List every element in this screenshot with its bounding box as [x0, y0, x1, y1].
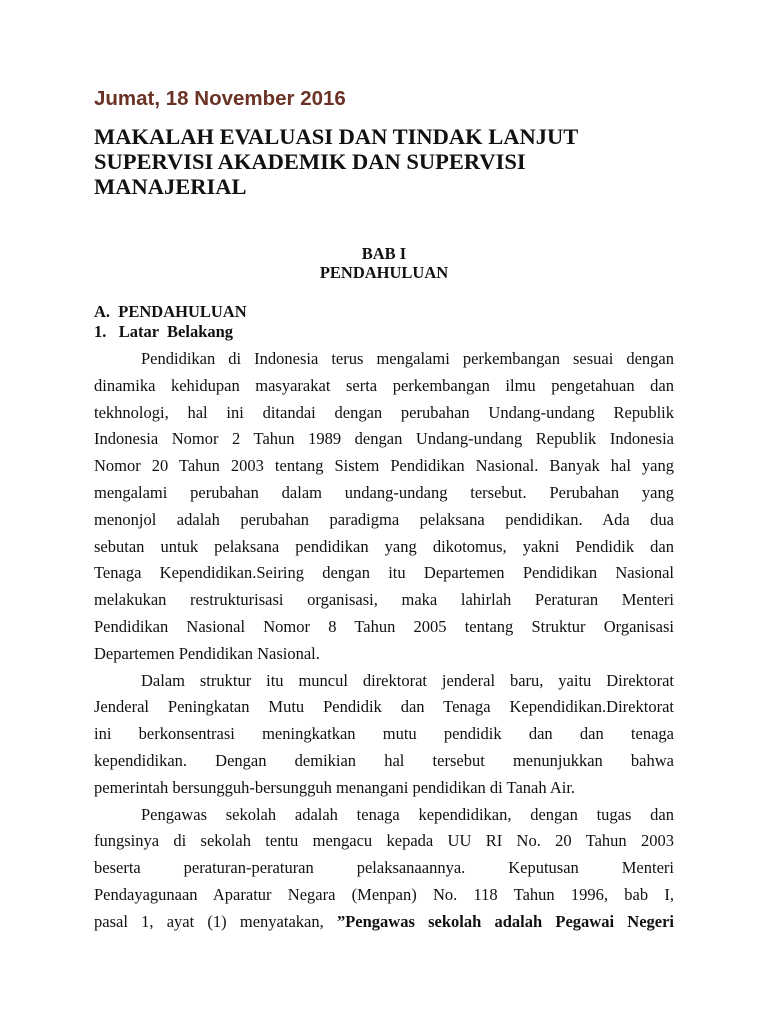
quote-start: ”Pengawas sekolah adalah Pegawai Negeri — [336, 911, 674, 931]
text-line: dinamika kehidupan masyarakat serta perkembangan ilmu pengetahuan dan — [94, 375, 674, 395]
text-line: Jenderal Peningkatan Mutu Pendidik dan Tenaga Kependidikan.Direktorat — [94, 697, 674, 717]
text-line: Pendayagunaan Aparatur Negara (Menpan) No. 118 Tahun 1996, bab I, — [94, 884, 674, 904]
text-line: ini berkonsentrasi meningkatkan mutu pendidik dan dan tenaga — [94, 724, 674, 744]
title-line: MAKALAH EVALUASI DAN TINDAK LANJUT — [94, 124, 579, 149]
text-line: melakukan restrukturisasi organisasi, maka lahirlah Peraturan Menteri — [94, 590, 674, 610]
text-line: menonjol adalah perubahan paradigma pelaksana pendidikan. Ada dua — [94, 509, 674, 529]
paragraph-3 — [94, 802, 674, 936]
text-line: Dalam struktur itu muncul direktorat jenderal baru, yaitu Direktorat — [141, 670, 674, 690]
text-line: sebutan untuk pelaksana pendidikan yang dikotomus, yakni Pendidik dan — [94, 536, 674, 556]
post-date: Jumat, 18 November 2016 — [94, 87, 346, 110]
title-line: SUPERVISI AKADEMIK DAN SUPERVISI — [94, 149, 526, 174]
paragraph-2 — [94, 668, 674, 802]
text-line: Indonesia Nomor 2 Tahun 1989 dengan Undang-undang Republik Indonesia — [94, 429, 674, 449]
subsection-heading: 1. Latar Belakang — [94, 322, 234, 341]
body-text — [94, 346, 674, 936]
text-line-with-quote — [94, 909, 674, 936]
section-heading: A. PENDAHULUAN — [94, 302, 247, 321]
document-title — [94, 124, 694, 199]
text-line: Nomor 20 Tahun 2003 tentang Sistem Pendidikan Nasional. Banyak hal yang — [94, 456, 674, 476]
text-line: Departemen Pendidikan Nasional. — [94, 643, 320, 663]
text-line: tekhnologi, hal ini ditandai dengan perubahan Undang-undang Republik — [94, 402, 674, 422]
text-line: Pengawas sekolah adalah tenaga kependidikan, dengan tugas dan — [141, 804, 674, 824]
paragraph-1 — [94, 346, 674, 668]
text-line: kependidikan. Dengan demikian hal tersebut menunjukkan bahwa — [94, 750, 674, 770]
chapter-number: BAB I — [361, 244, 407, 263]
chapter-name: PENDAHULUAN — [319, 263, 449, 282]
text-line: pemerintah bersungguh-bersungguh menangani pendidikan di Tanah Air. — [94, 777, 576, 797]
title-line: MANAJERIAL — [94, 174, 247, 199]
text-line: beserta peraturan-peraturan pelaksanaannya. Keputusan Menteri — [94, 858, 674, 878]
text-line: Tenaga Kependidikan.Seiring dengan itu Departemen Pendidikan Nasional — [94, 563, 674, 583]
text-line: mengalami perubahan dalam undang-undang tersebut. Perubahan yang — [94, 482, 674, 502]
text-fragment: pasal 1, ayat (1) menyatakan, — [94, 911, 324, 931]
text-line: fungsinya di sekolah tentu mengacu kepada UU RI No. 20 Tahun 2003 — [94, 831, 674, 851]
text-line: Pendidikan Nasional Nomor 8 Tahun 2005 tentang Struktur Organisasi — [94, 616, 674, 636]
text-line: Pendidikan di Indonesia terus mengalami perkembangan sesuai dengan — [141, 349, 674, 368]
